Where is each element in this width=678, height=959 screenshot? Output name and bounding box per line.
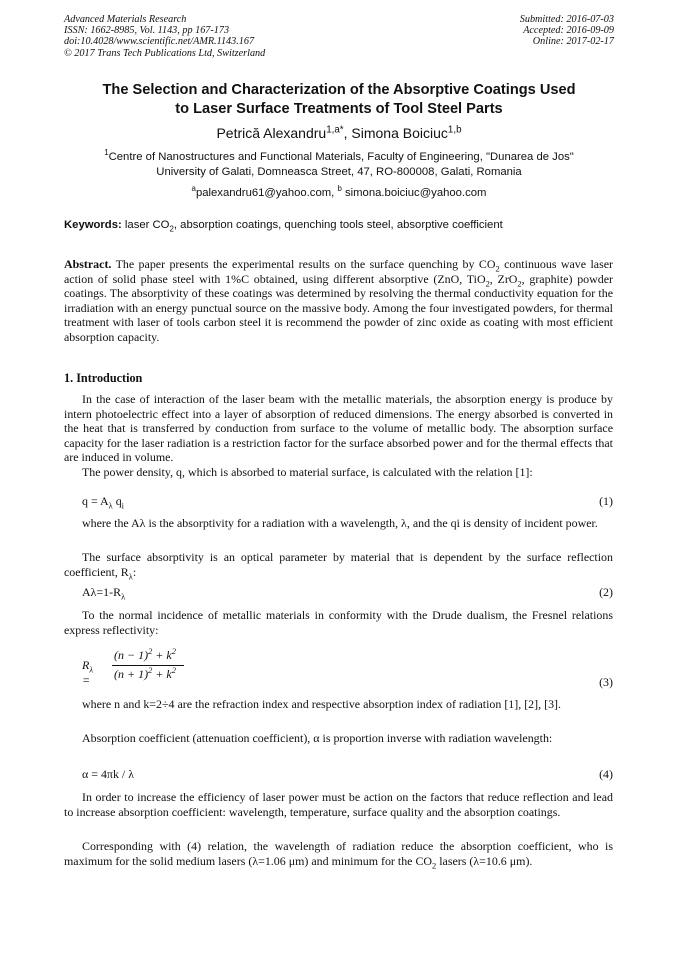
fraction-denominator: $(n + 1)^2 + k^2$ [114,666,176,681]
author-name: Simona Boiciuc [351,125,448,141]
affiliation: $^1$Centre of Nanostructures and Functional Materials, Faculty of Engineering, "Dunarea de Jos" University of Galati, Domneasca Street, 47, RO-800008, Galati, Romania [104,148,574,178]
email-link[interactable]: simona.boiciuc@yahoo.com [341,187,487,199]
paragraph: In the case of interaction of the laser beam with the metallic materials, the absorption energy is produce by intern photoelectric effect into a layer of absorption of reduced dimensions. The energy absorbed is converted in the heat that is transferred by conduction from surface to the volume of metallic body. The absorption surface capacity for the laser radiation is a restriction factor for the surface absorbed power and for the thermal effects that are induced in volume. [64,392,613,464]
paper-page: Advanced Materials Research ISSN: 1662-8985, Vol. 1143, pp 167-173 doi:10.4028/www.scientific.net/AMR.1143.167 © 2017 Trans Tech Publications Ltd, Switzerland Submitted: 2016-07-03 Accepted: 2016-09-09 Online: 2017-02-17 The Selection and Characterization of the Absorptive Coatings Used to Laser Surface Treatments of Tool Steel Parts Petrică Alexandru$^{1,a*}$, Simona Boiciuc$^{1,b}$ $^1$Centre of Nanostructures and Functional Materials, Faculty of Engineering, "Dunarea de Jos" University of Galati, Domneasca Street, 47, RO-800008, Galati, Romania $^a$palexandru61@yahoo.com, $^b$ simona.boiciuc@yahoo.com Keywords: laser $CO_2$, absorption coatings, quenching tools steel, absorptive coefficient Abstract. The paper presents the experimental results on the surface quenching by $CO_2$ continuous wave laser action of solid phase steel with 1%C obtained, using different absorptive (ZnO, TiO$_2$, ZrO$_2$, graphite) powder coatings. The absorptivity of these coatings was determined by resolving the thermal conductivity equation for the irradiation with an energy punctual source on the massive body. Among the four investigated powders, for thermal treatment with laser of tools carbon steel it is recommend the powder of zinc oxide as coating with most efficient absorption capacity. 1. Introduction In the case of interaction of the laser beam with the metallic materials, the absorption energy is produce by intern photoelectric effect into a layer of absorption of reduced dimensions. The energy absorbed is converted in the heat that is transferred by conduction from surface to the volume of metallic body. The absorption surface capacity for the laser radiation is a restriction factor for the surface absorbed power and for the thermal effects that are induced in volume. The power density, q, which is absorbed to material surface, is calculated with the relation [1]: $q = A_\lambda$ $q_i$ (1) where the Aλ is the absorptivity for a radiation with a wavelength, λ, and the qi is density of incident power. The surface absorptivity is an optical parameter by material that is dependent by the surface reflection coefficient, $R_\lambda$: $A\lambda=1-R_\lambda$ (2) To the normal incidence of metallic materials in conformity with the Drude dualism, the Fresnel relations express reflectivity: $R_\lambda$ = $(n - 1)^2 + k^2$ $(n + 1)^2 + k^2$ (3) where n and k=2÷4 are the refraction index and respective absorption index of radiation [1], [2], [3]. Absorption coefficient (attenuation coefficient), α is proportion inverse with radiation wavelength: α = 4πk / λ (4) In order to increase the efficiency of laser power must be action on the factors that reduce reflection and lead to increase absorption coefficient: wavelength, temperature, surface quality and the absorption coatings. Corresponding with (4) relation, the wavelength of radiation reduce the absorption coefficient, who is maximum for the solid medium lasers (λ=1.06 μm) and minimum for the $CO_2$ lasers (λ=10.6 μm). [0,0,678,959]
submitted-date: Submitted: 2016-07-03 [519,14,614,25]
author-emails: $^a$palexandru61@yahoo.com, $^b$ simona.boiciuc@yahoo.com [191,184,487,199]
paragraph: To the normal incidence of metallic materials in conformity with the Drude dualism, the Fresnel relations express reflectivity: [64,608,613,637]
equation-number: (1) [599,494,613,508]
equation-number: (4) [599,767,613,781]
equation-1: $q = A_\lambda$ $q_i$ (1) [82,494,613,511]
paragraph: Absorption coefficient (attenuation coefficient), α is proportion inverse with radiation wavelength: [82,731,553,745]
journal-header [64,14,265,59]
journal-name: Advanced Materials Research [64,14,187,25]
issn-line: ISSN: 1662-8985, Vol. 1143, pp 167-173 [64,25,230,37]
paper-title: The Selection and Characterization of the Absorptive Coatings Used to Laser Surface Treatments of Tool Steel Parts [102,82,576,117]
online-date: Online: 2017-02-17 [532,36,614,48]
doi-line: doi:10.4028/www.scientific.net/AMR.1143.167 [64,36,255,48]
section-heading: 1. Introduction [64,371,143,385]
keywords: Keywords: laser $CO_2$, absorption coatings, quenching tools steel, absorptive coefficient [64,219,503,234]
equation-number: (2) [599,585,613,599]
dates-header [520,14,614,48]
email-link[interactable]: palexandru61@yahoo.com, [195,187,338,199]
equation-number: (3) [599,675,613,689]
paragraph: Corresponding with (4) relation, the wavelength of radiation reduce the absorption coefficient, who is maximum for the solid medium lasers (λ=1.06 μm) and minimum for the $CO_2$ lasers (λ=10.6 μm). [64,839,613,870]
equation-2: $A\lambda=1-R_\lambda$ (2) [82,585,613,602]
author-list: Petrică Alexandru$^{1,a*}$, Simona Boiciuc$^{1,b}$ [216,124,462,141]
equation-4: α = 4πk / λ (4) [82,767,613,781]
fraction-numerator: $(n - 1)^2 + k^2$ [114,647,176,662]
paragraph: where n and k=2÷4 are the refraction index and respective absorption index of radiation [1], [2], [3]. [82,697,561,711]
copyright-line: © 2017 Trans Tech Publications Ltd, Switzerland [64,47,266,59]
paragraph: The power density, q, which is absorbed to material surface, is calculated with the relation [1]: [82,465,533,479]
paragraph: The surface absorptivity is an optical parameter by material that is dependent by the surface reflection coefficient, $R_\lambda$: [64,550,613,581]
paragraph: where the Aλ is the absorptivity for a radiation with a wavelength, λ, and the qi is density of incident power. [82,516,598,530]
author-name: Petrică Alexandru [216,125,327,141]
accepted-date: Accepted: 2016-09-09 [523,25,614,37]
abstract: Abstract. The paper presents the experimental results on the surface quenching by $CO_2$ continuous wave laser action of solid phase steel with 1%C obtained, using different absorptive (ZnO, TiO$_2$, ZrO$_2$, graphite) powder coatings. The absorptivity of these coatings was determined by resolving the thermal conductivity equation for the irradiation with an energy punctual source on the massive body. Among the four investigated powders, for thermal treatment with laser of tools carbon steel it is recommend the powder of zinc oxide as coating with most efficient absorption capacity. [64,257,614,344]
paragraph: In order to increase the efficiency of laser power must be action on the factors that reduce reflection and lead to increase absorption coefficient: wavelength, temperature, surface quality and the absorption coatings. [64,790,613,819]
